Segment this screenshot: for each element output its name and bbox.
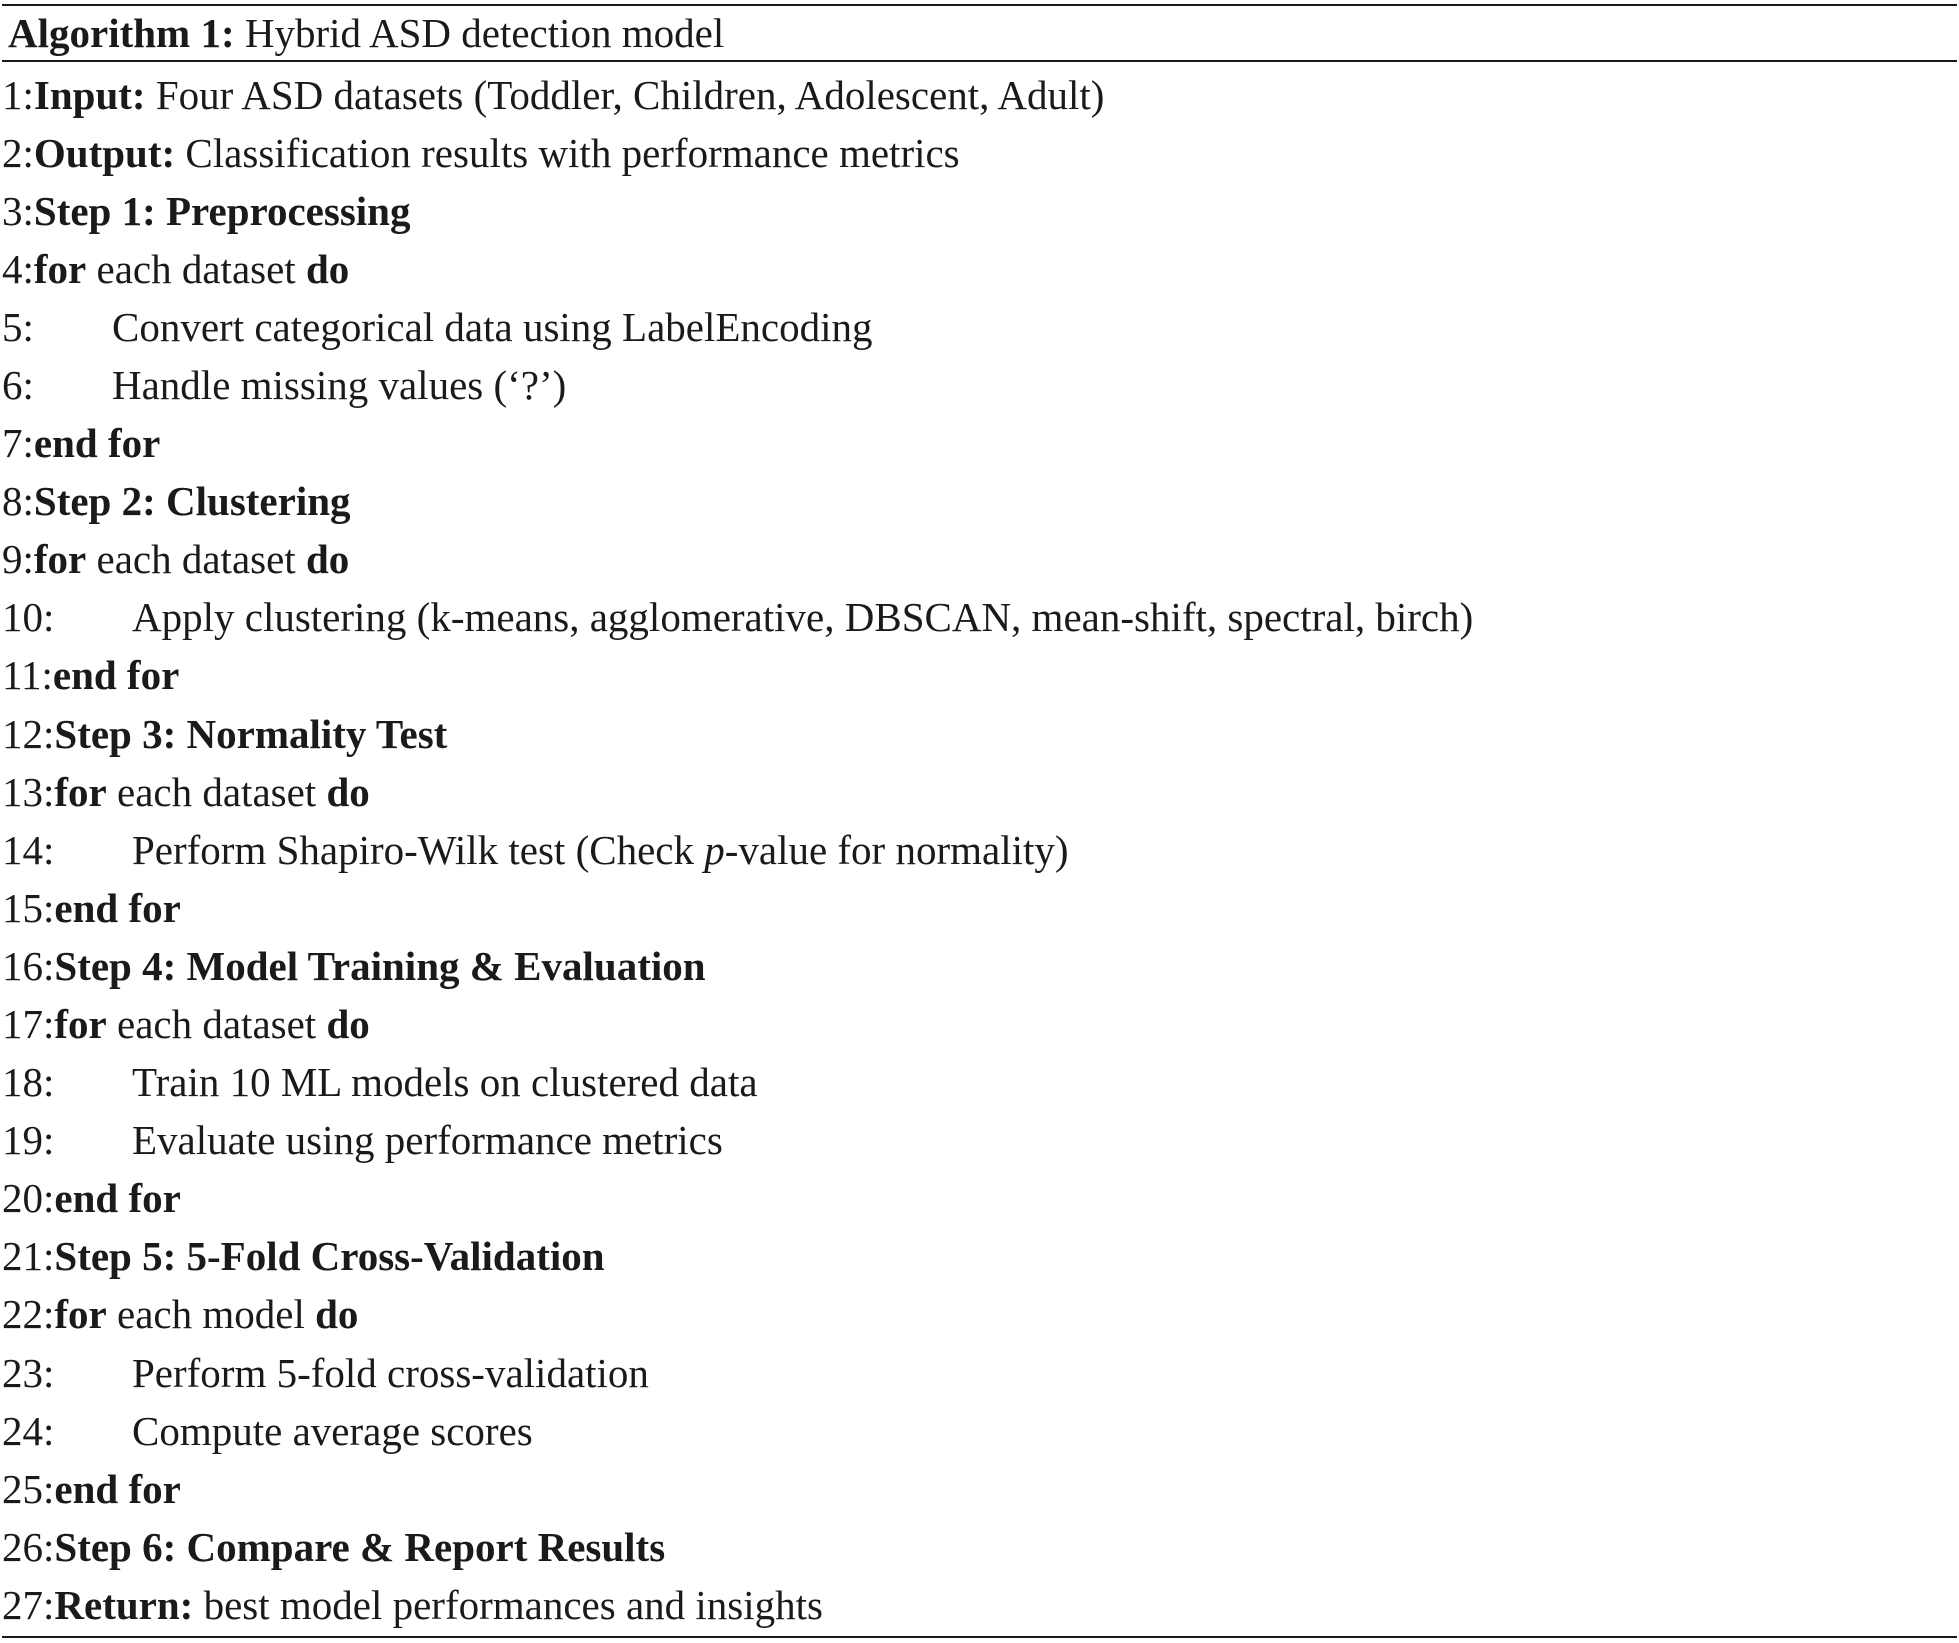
line-number: 9: — [2, 536, 34, 583]
keyword: do — [315, 1291, 359, 1338]
line-number: 23: — [2, 1349, 55, 1396]
algorithm-line — [2, 1460, 1957, 1518]
algorithm-line — [2, 705, 1957, 763]
algorithm-line — [2, 472, 1957, 530]
algorithm-line — [2, 124, 1957, 182]
algorithm-line — [2, 1576, 1957, 1634]
keyword: end for — [54, 1175, 181, 1222]
algorithm-line — [2, 298, 1957, 356]
keyword: for — [54, 1001, 107, 1047]
algorithm-line — [2, 356, 1957, 414]
keyword: do — [305, 245, 350, 292]
keyword: for — [33, 245, 87, 292]
line-text: p — [704, 826, 725, 873]
line-number: 12: — [2, 710, 55, 757]
algorithm-label: Algorithm 1: — [8, 10, 235, 56]
line-text: each dataset — [86, 245, 306, 292]
algorithm-line — [2, 588, 1957, 646]
algorithm-line — [2, 821, 1957, 879]
algorithm-title: Hybrid ASD detection model — [244, 10, 725, 56]
keyword: Input: — [33, 71, 146, 118]
keyword: end for — [33, 420, 161, 467]
line-number: 6: — [2, 361, 34, 408]
line-text: each dataset — [106, 768, 327, 815]
algorithm-line — [2, 1111, 1957, 1169]
line-text: Perform Shapiro-Wilk test (Check — [132, 826, 705, 873]
keyword: for — [54, 768, 107, 815]
algorithm-line — [2, 1518, 1957, 1576]
keyword: do — [326, 1001, 370, 1047]
line-number: 26: — [2, 1523, 55, 1570]
algorithm-line — [2, 1169, 1957, 1227]
bottom-rule — [2, 1636, 1957, 1638]
algorithm-lines — [2, 62, 1957, 1635]
algorithm-line — [2, 646, 1957, 704]
algorithm-line — [2, 414, 1957, 472]
algorithm-line — [2, 1285, 1957, 1343]
keyword: do — [305, 536, 350, 583]
keyword: end for — [54, 884, 181, 931]
line-number: 25: — [2, 1465, 55, 1512]
line-text: best model performances and insights — [193, 1581, 823, 1628]
line-number: 11: — [2, 652, 53, 699]
line-text: Train 10 ML models on clustered data — [132, 1059, 758, 1106]
algorithm-line — [2, 1344, 1957, 1402]
keyword: end for — [52, 652, 180, 699]
algorithm-line — [2, 937, 1957, 995]
line-number: 1: — [2, 71, 34, 118]
algorithm-line — [2, 66, 1957, 124]
line-number: 7: — [2, 420, 34, 467]
line-number: 21: — [2, 1233, 55, 1280]
line-number: 16: — [2, 942, 55, 989]
line-text: Compute average scores — [132, 1407, 533, 1454]
line-number: 19: — [2, 1117, 55, 1164]
line-number: 22: — [2, 1291, 55, 1338]
line-number: 27: — [2, 1581, 55, 1628]
algorithm-line — [2, 240, 1957, 298]
line-text: Apply clustering (k-means, agglomerative, DBSCAN, mean-shift, spectral, birch) — [132, 594, 1474, 641]
line-text: each model — [106, 1291, 316, 1338]
keyword: for — [33, 536, 87, 583]
algorithm-line — [2, 763, 1957, 821]
algorithm-line — [2, 995, 1957, 1053]
keyword: Step 4: Model Training & Evaluation — [54, 942, 706, 989]
line-number: 20: — [2, 1175, 55, 1222]
keyword: Output: — [33, 129, 176, 176]
algorithm-block — [2, 4, 1957, 1638]
line-text: Four ASD datasets (Toddler, Children, Adolescent, Adult) — [145, 71, 1105, 118]
algorithm-line — [2, 182, 1957, 240]
line-text: Convert categorical data using LabelEncoding — [112, 303, 873, 350]
line-number: 3: — [2, 187, 34, 234]
keyword: for — [54, 1291, 107, 1338]
keyword: Step 1: Preprocessing — [33, 187, 411, 234]
line-text: Classification results with performance metrics — [175, 129, 960, 176]
line-text: Handle missing values (‘?’) — [112, 361, 567, 408]
line-number: 2: — [2, 129, 34, 176]
algorithm-caption — [2, 6, 1957, 60]
line-text: -value for normality) — [724, 826, 1069, 873]
line-number: 24: — [2, 1407, 55, 1454]
algorithm-line — [2, 1227, 1957, 1285]
algorithm-line — [2, 879, 1957, 937]
line-number: 14: — [2, 826, 55, 873]
line-text: each dataset — [106, 1001, 327, 1047]
algorithm-line — [2, 530, 1957, 588]
line-number: 17: — [2, 1001, 55, 1047]
algorithm-line — [2, 1402, 1957, 1460]
keyword: Step 5: 5-Fold Cross-Validation — [54, 1233, 605, 1280]
algorithm-line — [2, 1053, 1957, 1111]
line-number: 4: — [2, 245, 34, 292]
keyword: end for — [54, 1465, 181, 1512]
line-number: 13: — [2, 768, 55, 815]
line-number: 18: — [2, 1059, 55, 1106]
line-text: each dataset — [86, 536, 306, 583]
line-number: 5: — [2, 303, 34, 350]
keyword: Step 3: Normality Test — [54, 710, 448, 757]
keyword: do — [326, 768, 370, 815]
line-number: 10: — [2, 594, 55, 641]
line-number: 15: — [2, 884, 55, 931]
keyword: Return: — [54, 1581, 194, 1628]
keyword: Step 2: Clustering — [33, 478, 351, 525]
line-text: Perform 5-fold cross-validation — [132, 1349, 649, 1396]
line-number: 8: — [2, 478, 34, 525]
keyword: Step 6: Compare & Report Results — [54, 1523, 666, 1570]
line-text: Evaluate using performance metrics — [132, 1117, 723, 1164]
